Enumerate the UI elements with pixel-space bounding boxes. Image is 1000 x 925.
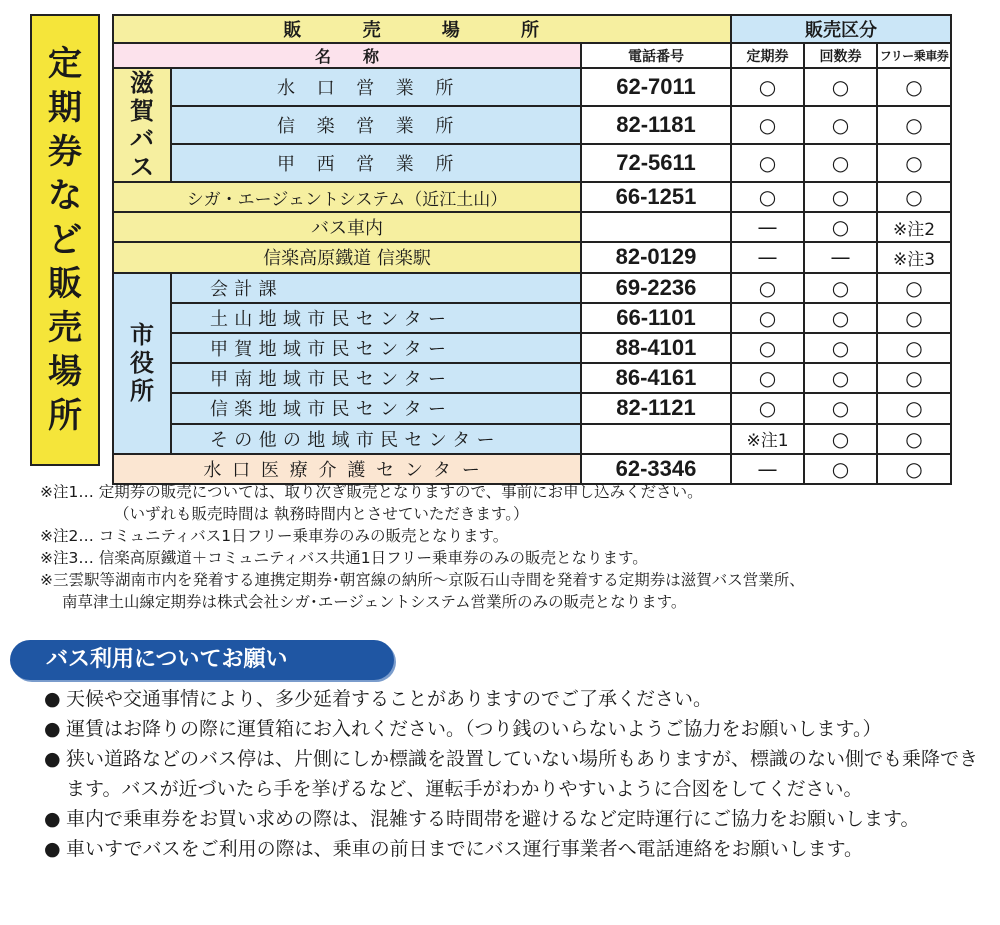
row-tel: 82-0129 [581, 242, 731, 272]
row-coupon: ○ [804, 303, 877, 333]
bus-usage-heading: バス利用についてお願い [10, 640, 394, 680]
table-row [113, 212, 951, 242]
name-header: 名 称 [113, 43, 581, 68]
row-coupon: ○ [804, 68, 877, 106]
bullet-icon: ● [44, 688, 61, 710]
row-commuter: ※注1 [731, 424, 804, 454]
row-commuter: — [731, 242, 804, 272]
row-commuter: ○ [731, 106, 804, 144]
rule-text: 運賃はお降りの際に運賃箱にお入れください。（つり銭のいらないようご協力をお願いします。） [66, 718, 882, 740]
row-tel: 82-1181 [581, 106, 731, 144]
row-coupon: ○ [804, 424, 877, 454]
row-commuter: ○ [731, 68, 804, 106]
row-tel: 88-4101 [581, 333, 731, 363]
bullet-icon: ● [44, 808, 61, 830]
table-row [113, 106, 951, 144]
row-commuter: ○ [731, 333, 804, 363]
list-item [44, 714, 984, 744]
row-free-pass: ○ [877, 68, 951, 106]
row-commuter: ○ [731, 393, 804, 423]
row-free-pass: ○ [877, 182, 951, 212]
rule-text: 車いすでバスをご利用の際は、乗車の前日までにバス運行事業者へ電話連絡をお願いします。 [66, 838, 864, 860]
table-row [113, 144, 951, 182]
phone-header: 電話番号 [581, 43, 731, 68]
side-title-char: 販 [48, 264, 82, 304]
bullet-icon: ● [44, 748, 61, 770]
side-title-char: 期 [48, 88, 82, 128]
sales-table [112, 14, 952, 485]
row-coupon: ○ [804, 454, 877, 484]
row-name: 信楽高原鐵道 信楽駅 [113, 242, 581, 272]
row-coupon: ○ [804, 106, 877, 144]
side-title-char: 場 [48, 352, 82, 392]
side-title-char: 定 [48, 44, 82, 84]
row-coupon: ○ [804, 273, 877, 303]
row-name: 信楽営業所 [171, 106, 581, 144]
row-tel: 82-1121 [581, 393, 731, 423]
group-char: 役 [130, 349, 154, 378]
row-commuter: — [731, 212, 804, 242]
table-row [113, 303, 951, 333]
row-commuter: ○ [731, 363, 804, 393]
side-title-char: 所 [48, 396, 82, 436]
side-title-char: 売 [48, 308, 82, 348]
row-name: 会計課 [171, 273, 581, 303]
table-row [113, 242, 951, 272]
list-item [44, 684, 984, 714]
table-row [113, 273, 951, 303]
free-pass-header: フリー乗車券 [877, 43, 951, 68]
row-free-pass: ○ [877, 454, 951, 484]
list-item [44, 744, 984, 804]
row-name: 甲賀地域市民センター [171, 333, 581, 363]
row-tel: 86-4161 [581, 363, 731, 393]
row-name: 甲西営業所 [171, 144, 581, 182]
table-row [113, 333, 951, 363]
commuter-header: 定期券 [731, 43, 804, 68]
group-char: 市 [130, 321, 154, 350]
row-free-pass: ※注2 [877, 212, 951, 242]
footnotes [40, 481, 990, 613]
group-shiga-bus [113, 68, 171, 182]
row-commuter: ○ [731, 144, 804, 182]
group-char: 滋 [130, 69, 154, 97]
list-item [44, 804, 984, 834]
sales-category-header: 販売区分 [731, 15, 951, 43]
row-coupon: ○ [804, 182, 877, 212]
row-free-pass: ○ [877, 303, 951, 333]
note-1: ※注1… 定期券の販売については、取り次ぎ販売となりますので、事前にお申し込みください。 [40, 483, 703, 501]
bus-rules-list [44, 684, 984, 864]
table-row [113, 424, 951, 454]
group-char: 所 [130, 377, 154, 406]
bullet-icon: ● [44, 718, 61, 740]
coupon-header: 回数券 [804, 43, 877, 68]
group-city-hall [113, 273, 171, 454]
row-free-pass: ○ [877, 393, 951, 423]
table-row [113, 454, 951, 484]
side-title-char: な [48, 176, 82, 216]
row-free-pass: ○ [877, 424, 951, 454]
row-free-pass: ※注3 [877, 242, 951, 272]
row-tel: 66-1251 [581, 182, 731, 212]
row-tel: 66-1101 [581, 303, 731, 333]
rule-text: 車内で乗車券をお買い求めの際は、混雑する時間帯を避けるなど定時運行にご協力をお願いします。 [66, 808, 920, 830]
table-row [113, 393, 951, 423]
row-tel: 72-5611 [581, 144, 731, 182]
rule-text: 狭い道路などのバス停は、片側にしか標識を設置していない場所もありますが、標識のない側でも乗降できます。バスが近づいたら手を挙げるなど、運転手がわかりやすいように合図をしてください。 [66, 748, 979, 800]
row-coupon: ○ [804, 393, 877, 423]
row-commuter: — [731, 454, 804, 484]
row-name: 土山地域市民センター [171, 303, 581, 333]
row-free-pass: ○ [877, 106, 951, 144]
row-name: その他の地域市民センター [171, 424, 581, 454]
row-commuter: ○ [731, 303, 804, 333]
row-free-pass: ○ [877, 144, 951, 182]
row-coupon: ○ [804, 363, 877, 393]
rule-text: 天候や交通事情により、多少延着することがありますのでご了承ください。 [66, 688, 713, 710]
row-tel: 62-7011 [581, 68, 731, 106]
note-4: ※三雲駅等湖南市内を発着する連携定期券･朝宮線の納所～京阪石山寺間を発着する定期券は滋賀バス営業所、 [40, 571, 805, 589]
sales-place-header: 販 売 場 所 [113, 15, 731, 43]
row-name: バス車内 [113, 212, 581, 242]
note-2: ※注2… コミュニティバス1日フリー乗車券のみの販売となります。 [40, 527, 509, 545]
group-char: ス [130, 153, 154, 181]
table-row [113, 363, 951, 393]
row-coupon: ○ [804, 333, 877, 363]
note-3: ※注3… 信楽高原鐵道＋コミュニティバス共通1日フリー乗車券のみの販売となります。 [40, 549, 648, 567]
side-title [30, 14, 100, 466]
list-item [44, 834, 984, 864]
row-commuter: ○ [731, 182, 804, 212]
row-tel [581, 424, 731, 454]
row-tel: 69-2236 [581, 273, 731, 303]
row-name: 水口営業所 [171, 68, 581, 106]
subheader-row [113, 43, 951, 68]
note-4-detail: 南草津土山線定期券は株式会社シガ･エージェントシステム営業所のみの販売となります。 [62, 593, 687, 611]
row-tel [581, 212, 731, 242]
row-tel: 62-3346 [581, 454, 731, 484]
table-row [113, 182, 951, 212]
side-title-char: ど [48, 220, 82, 260]
row-free-pass: ○ [877, 273, 951, 303]
header-row [113, 15, 951, 43]
row-coupon: ○ [804, 212, 877, 242]
row-name: 水口医療介護センター [113, 454, 581, 484]
table-row [113, 68, 951, 106]
row-free-pass: ○ [877, 333, 951, 363]
row-coupon: — [804, 242, 877, 272]
side-title-char: 券 [48, 132, 82, 172]
bullet-icon: ● [44, 838, 61, 860]
row-name: シガ・エージェントシステム（近江土山） [113, 182, 581, 212]
row-free-pass: ○ [877, 363, 951, 393]
row-name: 甲南地域市民センター [171, 363, 581, 393]
row-coupon: ○ [804, 144, 877, 182]
group-char: 賀 [130, 97, 154, 125]
row-name: 信楽地域市民センター [171, 393, 581, 423]
group-char: バ [130, 125, 154, 153]
note-1-detail: （いずれも販売時間は 執務時間内とさせていただきます。） [114, 505, 529, 523]
row-commuter: ○ [731, 273, 804, 303]
